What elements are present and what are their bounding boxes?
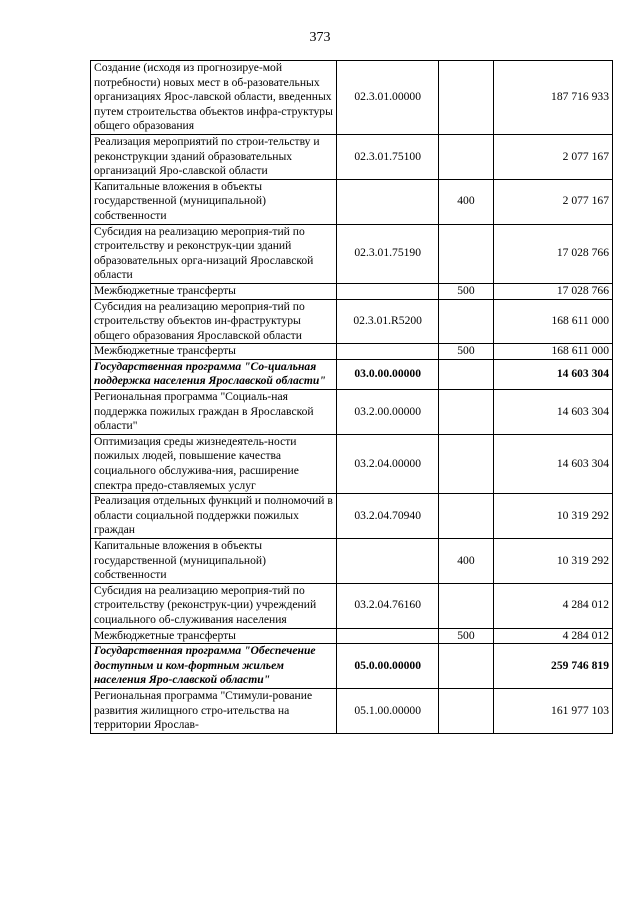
row-name-cell: Субсидия на реализацию мероприя-тий по строительству объектов ин-фраструктуры общего образования Ярославской области bbox=[91, 299, 337, 344]
row-expense-type-cell: 500 bbox=[438, 344, 493, 360]
row-amount-cell: 2 077 167 bbox=[493, 134, 612, 179]
row-expense-type-cell bbox=[438, 434, 493, 493]
row-expense-type-cell bbox=[438, 134, 493, 179]
table-row bbox=[91, 283, 613, 299]
row-name-cell: Государственная программа "Со-циальная поддержка населения Ярославской области" bbox=[91, 359, 337, 389]
table-row bbox=[91, 644, 613, 689]
row-code-cell: 02.3.01.75100 bbox=[337, 134, 439, 179]
row-code-cell: 03.2.04.76160 bbox=[337, 583, 439, 628]
row-expense-type-cell bbox=[438, 299, 493, 344]
row-code-cell: 02.3.01.75190 bbox=[337, 224, 439, 283]
row-amount-cell: 14 603 304 bbox=[493, 359, 612, 389]
row-code-cell bbox=[337, 539, 439, 584]
row-name-cell: Капитальные вложения в объекты государственной (муниципальной) собственности bbox=[91, 179, 337, 224]
row-name-cell: Региональная программа "Социаль-ная поддержка пожилых граждан в Ярославской области" bbox=[91, 390, 337, 435]
row-name-cell: Межбюджетные трансферты bbox=[91, 628, 337, 644]
table-row bbox=[91, 539, 613, 584]
row-name-cell: Межбюджетные трансферты bbox=[91, 283, 337, 299]
row-expense-type-cell bbox=[438, 644, 493, 689]
table-body bbox=[91, 61, 613, 734]
table-row bbox=[91, 359, 613, 389]
table-row bbox=[91, 628, 613, 644]
row-expense-type-cell: 500 bbox=[438, 628, 493, 644]
row-code-cell: 03.2.04.70940 bbox=[337, 494, 439, 539]
row-code-cell: 05.0.00.00000 bbox=[337, 644, 439, 689]
table-row bbox=[91, 390, 613, 435]
row-amount-cell: 187 716 933 bbox=[493, 61, 612, 135]
row-amount-cell: 10 319 292 bbox=[493, 494, 612, 539]
row-code-cell: 03.2.00.00000 bbox=[337, 390, 439, 435]
row-amount-cell: 10 319 292 bbox=[493, 539, 612, 584]
row-name-cell: Капитальные вложения в объекты государственной (муниципальной) собственности bbox=[91, 539, 337, 584]
row-code-cell: 03.2.04.00000 bbox=[337, 434, 439, 493]
row-expense-type-cell bbox=[438, 688, 493, 733]
table-row bbox=[91, 224, 613, 283]
row-name-cell: Региональная программа "Стимули-рование развития жилищного стро-ительства на территории Ярослав- bbox=[91, 688, 337, 733]
row-amount-cell: 4 284 012 bbox=[493, 628, 612, 644]
table-row bbox=[91, 344, 613, 360]
row-name-cell: Оптимизация среды жизнедеятель-ности пожилых людей, повышение качества социального обслужива-ния, расширение спектра предо-ставляемых услуг bbox=[91, 434, 337, 493]
table-row bbox=[91, 494, 613, 539]
row-code-cell: 05.1.00.00000 bbox=[337, 688, 439, 733]
table-row bbox=[91, 134, 613, 179]
row-expense-type-cell bbox=[438, 583, 493, 628]
row-amount-cell: 259 746 819 bbox=[493, 644, 612, 689]
row-code-cell bbox=[337, 283, 439, 299]
row-expense-type-cell bbox=[438, 61, 493, 135]
row-expense-type-cell bbox=[438, 359, 493, 389]
row-name-cell: Реализация отдельных функций и полномочий в области социальной поддержки пожилых граждан bbox=[91, 494, 337, 539]
row-expense-type-cell: 500 bbox=[438, 283, 493, 299]
row-amount-cell: 168 611 000 bbox=[493, 344, 612, 360]
row-code-cell: 02.3.01.R5200 bbox=[337, 299, 439, 344]
row-amount-cell: 2 077 167 bbox=[493, 179, 612, 224]
row-name-cell: Государственная программа "Обеспечение доступным и ком-фортным жильем населения Яро-славской области" bbox=[91, 644, 337, 689]
table-row bbox=[91, 179, 613, 224]
table-row bbox=[91, 583, 613, 628]
row-amount-cell: 14 603 304 bbox=[493, 434, 612, 493]
row-code-cell: 03.0.00.00000 bbox=[337, 359, 439, 389]
table-row bbox=[91, 299, 613, 344]
row-code-cell bbox=[337, 628, 439, 644]
table-row bbox=[91, 434, 613, 493]
row-amount-cell: 168 611 000 bbox=[493, 299, 612, 344]
row-name-cell: Создание (исходя из прогнозируе-мой потребности) новых мест в об-разовательных организациях Ярос-лавской области, введенных путем строительства объектов инфра-структуры общего образования bbox=[91, 61, 337, 135]
row-name-cell: Субсидия на реализацию мероприя-тий по строительству (реконструк-ции) учреждений социального об-служивания населения bbox=[91, 583, 337, 628]
row-amount-cell: 17 028 766 bbox=[493, 224, 612, 283]
row-expense-type-cell: 400 bbox=[438, 539, 493, 584]
row-expense-type-cell bbox=[438, 494, 493, 539]
row-amount-cell: 14 603 304 bbox=[493, 390, 612, 435]
row-code-cell: 02.3.01.00000 bbox=[337, 61, 439, 135]
row-expense-type-cell bbox=[438, 224, 493, 283]
row-amount-cell: 4 284 012 bbox=[493, 583, 612, 628]
table-row bbox=[91, 61, 613, 135]
budget-table bbox=[90, 60, 613, 734]
page-number: 373 bbox=[309, 30, 331, 45]
row-amount-cell: 161 977 103 bbox=[493, 688, 612, 733]
row-expense-type-cell: 400 bbox=[438, 179, 493, 224]
row-amount-cell: 17 028 766 bbox=[493, 283, 612, 299]
row-code-cell bbox=[337, 179, 439, 224]
row-name-cell: Субсидия на реализацию мероприя-тий по строительству и реконструк-ции зданий образовательных орга-низаций Ярославской области bbox=[91, 224, 337, 283]
row-code-cell bbox=[337, 344, 439, 360]
table-row bbox=[91, 688, 613, 733]
row-expense-type-cell bbox=[438, 390, 493, 435]
row-name-cell: Межбюджетные трансферты bbox=[91, 344, 337, 360]
row-name-cell: Реализация мероприятий по строи-тельству и реконструкции зданий образовательных организаций Яро-славской области bbox=[91, 134, 337, 179]
